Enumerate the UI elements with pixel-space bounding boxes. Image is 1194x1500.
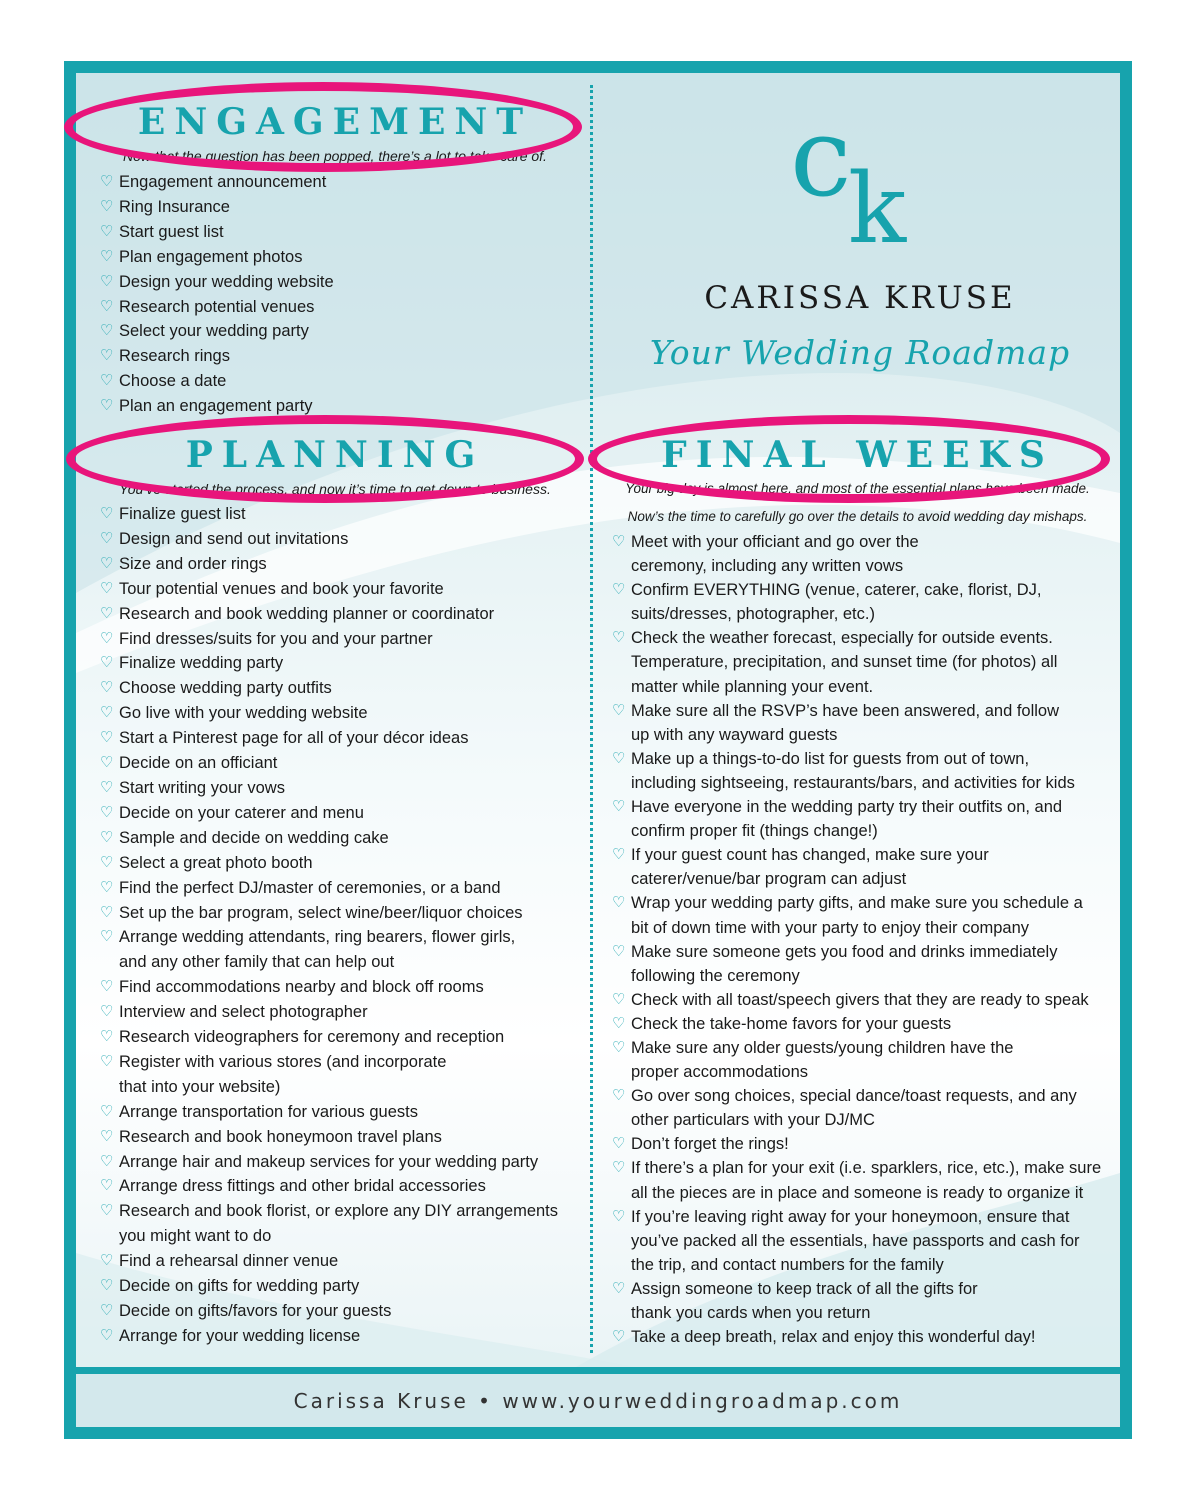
checklist-item-label: Take a deep breath, relax and enjoy this wonderful day! — [631, 1328, 1036, 1347]
heart-checkbox-icon[interactable]: ♡ — [612, 1014, 626, 1032]
checklist-item-label: Arrange transportation for various guests — [119, 1102, 418, 1121]
checklist-item[interactable] — [612, 747, 1117, 795]
checklist-item[interactable] — [100, 627, 580, 652]
checklist-item[interactable] — [100, 676, 580, 701]
heart-checkbox-icon[interactable]: ♡ — [100, 372, 114, 390]
checklist-item[interactable] — [100, 319, 580, 344]
engagement-intro: Now that the question has been popped, there’s a lot to take care of. — [123, 148, 547, 164]
heart-checkbox-icon[interactable]: ♡ — [612, 1328, 626, 1346]
final-weeks-intro-line2: Now’s the time to carefully go over the details to avoid wedding day mishaps. — [627, 509, 1088, 524]
heart-checkbox-icon[interactable]: ♡ — [612, 629, 626, 647]
heart-checkbox-icon[interactable]: ♡ — [100, 1028, 114, 1046]
checklist-item-label: Find accommodations nearby and block off rooms — [119, 978, 484, 997]
checklist-item-label: Start guest list — [119, 222, 224, 241]
checklist-item-label: Size and order rings — [119, 554, 267, 573]
checklist-item[interactable] — [612, 1205, 1117, 1277]
brand-name: CARISSA KRUSE — [704, 280, 1016, 316]
heart-checkbox-icon[interactable]: ♡ — [100, 1102, 114, 1120]
checklist-item[interactable] — [612, 1156, 1117, 1204]
heart-checkbox-icon[interactable]: ♡ — [100, 729, 114, 747]
checklist-item-label: Arrange for your wedding license — [119, 1326, 361, 1345]
checklist-item-label: Go live with your wedding website — [119, 704, 368, 723]
checklist-item-label: Make up a things-to-do list for guests from out of town, including sightseeing, restaurants/bars, and activities for kids — [631, 749, 1075, 792]
checklist-item-label: Arrange hair and makeup services for your wedding party — [119, 1152, 539, 1171]
checklist-item-label: Meet with your officiant and go over the ceremony, including any written vows — [631, 533, 919, 576]
checklist-item[interactable] — [100, 1199, 580, 1249]
checklist-item-label: Interview and select photographer — [119, 1003, 368, 1022]
heart-checkbox-icon[interactable]: ♡ — [100, 1127, 114, 1145]
final-weeks-checklist — [612, 530, 1117, 1349]
checklist-item[interactable] — [100, 369, 580, 394]
checklist-item-label: Decide on gifts/favors for your guests — [119, 1302, 392, 1320]
heart-checkbox-icon[interactable]: ♡ — [612, 1038, 626, 1056]
planning-heading: PLANNING — [185, 434, 485, 476]
heart-checkbox-icon[interactable]: ♡ — [100, 928, 114, 946]
checklist-item-label: Tour potential venues and book your favorite — [119, 579, 444, 598]
heart-checkbox-icon[interactable]: ♡ — [612, 798, 626, 816]
heart-checkbox-icon[interactable]: ♡ — [100, 272, 114, 290]
engagement-checklist — [100, 170, 580, 419]
checklist-item[interactable] — [612, 891, 1117, 939]
heart-checkbox-icon[interactable]: ♡ — [100, 679, 114, 697]
checklist-item[interactable] — [100, 1100, 580, 1125]
checklist-item-label: Plan engagement photos — [119, 247, 303, 266]
heart-checkbox-icon[interactable]: ♡ — [100, 347, 114, 365]
checklist-item[interactable] — [612, 795, 1117, 843]
heart-checkbox-icon[interactable]: ♡ — [612, 1279, 626, 1297]
checklist-item[interactable] — [100, 170, 580, 195]
checklist-item-label: Have everyone in the wedding party try their outfits on, and confirm proper fit (things change!) — [631, 798, 1063, 841]
heart-checkbox-icon[interactable]: ♡ — [100, 297, 114, 315]
checklist-item[interactable] — [100, 1150, 580, 1175]
checklist-item-label: Design your wedding website — [119, 272, 334, 291]
heart-checkbox-icon[interactable]: ♡ — [612, 701, 626, 719]
checklist-item[interactable] — [100, 1025, 580, 1050]
checklist-item-label: Wrap your wedding party gifts, and make sure you schedule a bit of down time with your party to enjoy their company — [631, 894, 1083, 937]
checklist-item-label: Make sure any older guests/young children have the proper accommodations — [631, 1038, 1014, 1082]
checklist-item-label: Don’t forget the rings! — [631, 1135, 789, 1154]
heart-checkbox-icon[interactable]: ♡ — [612, 990, 626, 1008]
checklist-item-label: If you’re leaving right away for your honeymoon, ensure that you’ve packed all the essentials, have passports and cash for the trip, and contact numbers for the family — [631, 1207, 1080, 1274]
checklist-item-label: Plan an engagement party — [119, 397, 313, 416]
planning-checklist — [100, 502, 580, 1349]
brand-tagline: Your Wedding Roadmap — [649, 333, 1071, 372]
checklist-item-label: Research rings — [119, 347, 230, 366]
checklist-item-label: Arrange wedding attendants, ring bearers, flower girls, and any other family that can help out — [119, 928, 516, 972]
checklist-item-label: Research and book florist, or explore any DIY arrangements you might want to do — [119, 1202, 559, 1246]
heart-checkbox-icon[interactable]: ♡ — [100, 397, 114, 415]
checklist-item[interactable] — [100, 1050, 580, 1100]
heart-checkbox-icon[interactable]: ♡ — [100, 1252, 114, 1270]
checklist-item[interactable] — [100, 851, 580, 876]
checklist-item[interactable] — [612, 1084, 1117, 1132]
heart-checkbox-icon[interactable]: ♡ — [100, 197, 114, 215]
checklist-item[interactable] — [100, 751, 580, 776]
heart-checkbox-icon[interactable]: ♡ — [100, 222, 114, 240]
engagement-heading: ENGAGEMENT — [137, 101, 533, 143]
ck-monogram-logo — [790, 110, 940, 250]
checklist-item[interactable] — [100, 1000, 580, 1025]
checklist-item-label: Engagement announcement — [119, 173, 327, 191]
heart-checkbox-icon[interactable]: ♡ — [612, 1159, 626, 1177]
checklist-item-label: Arrange dress fittings and other bridal accessories — [119, 1177, 486, 1196]
checklist-item-label: Research potential venues — [119, 297, 315, 316]
heart-checkbox-icon[interactable]: ♡ — [612, 1087, 626, 1105]
checklist-item[interactable] — [100, 925, 580, 975]
checklist-item[interactable] — [100, 1324, 580, 1349]
checklist-item[interactable] — [100, 701, 580, 726]
checklist-item-label: Finalize guest list — [119, 505, 246, 523]
heart-checkbox-icon[interactable]: ♡ — [100, 878, 114, 896]
heart-checkbox-icon[interactable]: ♡ — [100, 554, 114, 572]
heart-checkbox-icon[interactable]: ♡ — [100, 754, 114, 772]
checklist-item-label: Find dresses/suits for you and your partner — [119, 629, 433, 648]
checklist-item-label: Register with various stores (and incorporate that into your website) — [119, 1052, 447, 1096]
checklist-item[interactable] — [100, 826, 580, 851]
checklist-item[interactable] — [100, 245, 580, 270]
checklist-item[interactable] — [100, 975, 580, 1000]
checklist-item[interactable] — [100, 1249, 580, 1274]
heart-checkbox-icon[interactable]: ♡ — [100, 803, 114, 821]
footer — [76, 1374, 1120, 1427]
checklist-item[interactable] — [100, 1299, 580, 1324]
checklist-item[interactable] — [100, 876, 580, 901]
heart-checkbox-icon[interactable]: ♡ — [612, 894, 626, 912]
heart-checkbox-icon[interactable]: ♡ — [100, 629, 114, 647]
checklist-item[interactable] — [612, 1036, 1117, 1084]
checklist-item[interactable] — [100, 776, 580, 801]
checklist-item[interactable] — [100, 195, 580, 220]
heart-checkbox-icon[interactable]: ♡ — [612, 749, 626, 767]
checklist-item-label: Make sure all the RSVP’s have been answered, and follow up with any wayward guests — [631, 701, 1060, 744]
checklist-item-label: Research and book wedding planner or coordinator — [119, 604, 495, 623]
heart-checkbox-icon[interactable]: ♡ — [612, 942, 626, 960]
heart-checkbox-icon[interactable]: ♡ — [612, 846, 626, 864]
heart-checkbox-icon[interactable]: ♡ — [100, 704, 114, 722]
checklist-item[interactable] — [612, 1277, 1117, 1325]
column-divider — [590, 85, 593, 1353]
checklist-item[interactable] — [612, 1325, 1117, 1349]
heart-checkbox-icon[interactable]: ♡ — [100, 247, 114, 265]
checklist-item-label: Start writing your vows — [119, 778, 285, 797]
heart-checkbox-icon[interactable]: ♡ — [100, 604, 114, 622]
checklist-item[interactable] — [100, 577, 580, 602]
planning-intro: You’ve started the process, and now it’s time to get down to business. — [119, 481, 551, 497]
checklist-item[interactable] — [612, 940, 1117, 988]
checklist-item-label: Confirm EVERYTHING (venue, caterer, cake, florist, DJ, suits/dresses, photographer, etc.) — [631, 581, 1042, 624]
checklist-item[interactable] — [612, 1132, 1117, 1156]
heart-checkbox-icon[interactable]: ♡ — [100, 322, 114, 340]
checklist-item-label: Ring Insurance — [119, 197, 230, 216]
checklist-item[interactable] — [100, 1125, 580, 1150]
checklist-item-label: Design and send out invitations — [119, 529, 349, 548]
monogram-c: c — [790, 110, 852, 221]
checklist-item-label: Select your wedding party — [119, 322, 309, 341]
checklist-item[interactable] — [100, 502, 580, 527]
checklist-item[interactable] — [612, 1012, 1117, 1036]
heart-checkbox-icon[interactable]: ♡ — [100, 579, 114, 597]
heart-checkbox-icon[interactable]: ♡ — [612, 1207, 626, 1225]
heart-checkbox-icon[interactable]: ♡ — [100, 1003, 114, 1021]
heart-checkbox-icon[interactable]: ♡ — [100, 1152, 114, 1170]
checklist-item-label: Decide on gifts for wedding party — [119, 1277, 360, 1296]
checklist-item-label: Select a great photo booth — [119, 853, 313, 872]
monogram-k: k — [848, 153, 907, 250]
highlight-circle-planning — [66, 415, 584, 503]
heart-checkbox-icon[interactable]: ♡ — [100, 529, 114, 547]
heart-checkbox-icon[interactable]: ♡ — [100, 978, 114, 996]
checklist-item[interactable] — [612, 530, 1117, 578]
heart-checkbox-icon[interactable]: ♡ — [100, 1202, 114, 1220]
footer-text: Carissa Kruse • www.yourweddingroadmap.com — [293, 1388, 903, 1413]
highlight-circle-final-weeks — [588, 415, 1110, 503]
checklist-item-label: Go over song choices, special dance/toast requests, and any other particulars with your DJ/MC — [631, 1087, 1077, 1130]
checklist-item-label: If there’s a plan for your exit (i.e. sparklers, rice, etc.), make sure all the pieces are in place and someone is ready to organize it — [631, 1159, 1102, 1202]
checklist-item[interactable] — [612, 699, 1117, 747]
checklist-item-label: Find a rehearsal dinner venue — [119, 1252, 339, 1271]
highlight-circle-engagement — [64, 82, 582, 172]
checklist-item[interactable] — [100, 552, 580, 577]
checklist-item[interactable] — [100, 602, 580, 627]
checklist-item-label: Make sure someone gets you food and drinks immediately following the ceremony — [631, 942, 1058, 985]
checklist-item-label: Choose a date — [119, 372, 227, 391]
heart-checkbox-icon[interactable]: ♡ — [100, 1052, 114, 1070]
heart-checkbox-icon[interactable]: ♡ — [100, 505, 114, 522]
checklist-item[interactable] — [100, 527, 580, 552]
heart-checkbox-icon[interactable]: ♡ — [100, 1302, 114, 1319]
checklist-item[interactable] — [612, 578, 1117, 626]
heart-checkbox-icon[interactable]: ♡ — [100, 903, 114, 921]
checklist-item[interactable] — [100, 651, 580, 676]
checklist-item[interactable] — [100, 344, 580, 369]
heart-checkbox-icon[interactable]: ♡ — [100, 654, 114, 672]
heart-checkbox-icon[interactable]: ♡ — [100, 1177, 114, 1195]
checklist-item-label: Decide on your caterer and menu — [119, 803, 364, 822]
checklist-item[interactable] — [612, 843, 1117, 891]
checklist-item-label: Check the take-home favors for your guests — [631, 1014, 952, 1033]
checklist-item[interactable] — [100, 270, 580, 295]
checklist-item[interactable] — [100, 220, 580, 245]
checklist-item-label: Sample and decide on wedding cake — [119, 828, 389, 847]
checklist-item[interactable] — [612, 988, 1117, 1012]
heart-checkbox-icon[interactable]: ♡ — [612, 581, 626, 599]
checklist-item[interactable] — [100, 1174, 580, 1199]
checklist-item-label: Find the perfect DJ/master of ceremonies, or a band — [119, 878, 501, 897]
checklist-item-label: Choose wedding party outfits — [119, 679, 332, 698]
heart-checkbox-icon[interactable]: ♡ — [100, 1277, 114, 1295]
checklist-item-label: Research videographers for ceremony and reception — [119, 1028, 505, 1047]
final-weeks-heading: FINAL WEEKS — [661, 434, 1054, 476]
checklist-item-label: Finalize wedding party — [119, 654, 284, 673]
checklist-item-label: Decide on an officiant — [119, 754, 278, 773]
heart-checkbox-icon[interactable]: ♡ — [612, 533, 626, 550]
heart-checkbox-icon[interactable]: ♡ — [100, 1326, 114, 1344]
checklist-item[interactable] — [100, 801, 580, 826]
checklist-item-label: Assign someone to keep track of all the gifts for thank you cards when you return — [631, 1279, 978, 1322]
heart-checkbox-icon[interactable]: ♡ — [100, 173, 114, 190]
checklist-item[interactable] — [100, 901, 580, 926]
checklist-item[interactable] — [100, 726, 580, 751]
checklist-item-label: If your guest count has changed, make sure your caterer/venue/bar program can adjust — [631, 846, 989, 889]
final-weeks-intro-line1: Your big day is almost here, and most of the essential plans have been made. — [625, 481, 1090, 496]
checklist-item-label: Set up the bar program, select wine/beer/liquor choices — [119, 903, 523, 922]
heart-checkbox-icon[interactable]: ♡ — [100, 828, 114, 846]
checklist-item-label: Start a Pinterest page for all of your décor ideas — [119, 729, 469, 748]
checklist-item[interactable] — [100, 295, 580, 320]
heart-checkbox-icon[interactable]: ♡ — [100, 853, 114, 871]
checklist-item-label: Check the weather forecast, especially for outside events. Temperature, precipitation, and sunset time (for photos) all matter while planning your event. — [631, 629, 1058, 696]
heart-checkbox-icon[interactable]: ♡ — [612, 1135, 626, 1153]
checklist-item[interactable] — [100, 1274, 580, 1299]
checklist-item-label: Check with all toast/speech givers that they are ready to speak — [631, 990, 1089, 1009]
checklist-item-label: Research and book honeymoon travel plans — [119, 1127, 442, 1146]
heart-checkbox-icon[interactable]: ♡ — [100, 778, 114, 796]
checklist-item[interactable] — [612, 626, 1117, 698]
